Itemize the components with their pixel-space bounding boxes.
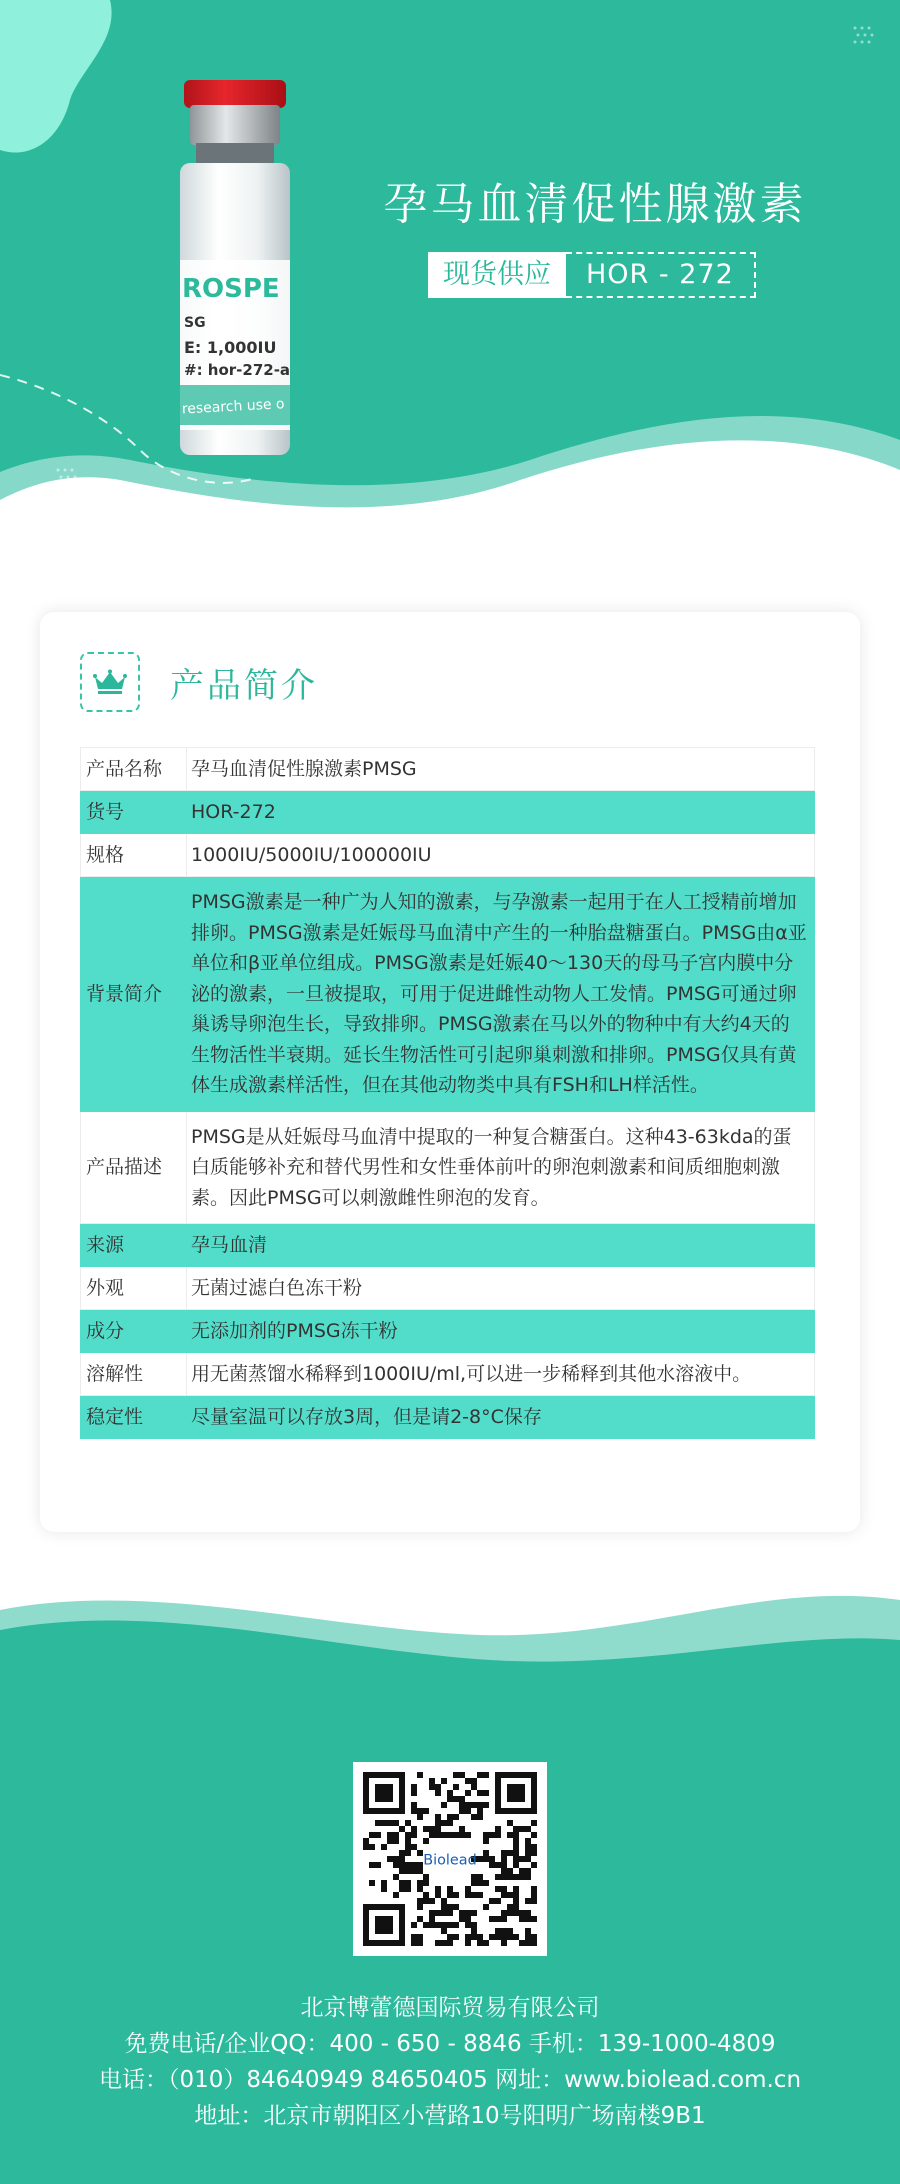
product-vial-image xyxy=(170,75,300,465)
table-row xyxy=(81,1310,815,1353)
in-stock-tag: 现货供应 xyxy=(428,252,566,298)
row-value: 无菌过滤白色冻干粉 xyxy=(187,1267,815,1310)
row-key: 产品描述 xyxy=(81,1111,187,1224)
crown-icon xyxy=(93,669,127,695)
vial-label-line4: research use o xyxy=(181,396,285,418)
tel-website-line: 电话：（010）84640949 84650405 网址：www.biolead.com.cn xyxy=(98,2067,802,2093)
row-value: 孕马血清促性腺激素PMSG xyxy=(187,748,815,791)
table-row xyxy=(81,1267,815,1310)
row-value: 1000IU/5000IU/100000IU xyxy=(187,834,815,877)
table-row xyxy=(81,1353,815,1396)
table-row xyxy=(81,834,815,877)
vial-brand-text: ROSPE xyxy=(182,274,280,304)
table-row xyxy=(81,877,815,1112)
row-key: 成分 xyxy=(81,1310,187,1353)
row-key: 来源 xyxy=(81,1224,187,1267)
table-row xyxy=(81,1111,815,1224)
row-key: 规格 xyxy=(81,834,187,877)
row-value: 孕马血清 xyxy=(187,1224,815,1267)
row-key: 背景简介 xyxy=(81,877,187,1112)
row-value: 尽量室温可以存放3周，但是请2-8°C保存 xyxy=(187,1396,815,1439)
product-code-tag: HOR - 272 xyxy=(566,252,756,298)
vial-label-line1: SG xyxy=(184,315,206,331)
vial-label-line3: #: hor-272-a xyxy=(184,361,291,379)
table-row xyxy=(81,791,815,834)
hero-tags xyxy=(428,252,756,298)
row-key: 稳定性 xyxy=(81,1396,187,1439)
product-info-table xyxy=(80,747,815,1439)
footer xyxy=(0,1580,900,2184)
row-value: PMSG激素是一种广为人知的激素，与孕激素一起用于在人工授精前增加排卵。PMSG激素是妊娠母马血清中产生的一种胎盘糖蛋白。PMSG由α亚单位和β亚单位组成。PMSG激素是妊娠40～130天的母马子宫内膜中分泌的激素，一旦被提取，可用于促进雌性动物人工发情。PMSG可通过卵巢诱导卵泡生长，导致排卵。PMSG激素在马以外的物种中有大约4天的生物活性半衰期。延长生物活性可引起卵巢刺激和排卵。PMSG仅具有黄体生成激素样活性，但在其他动物类中具有FSH和LH样活性。 xyxy=(187,877,815,1112)
hero-banner xyxy=(0,0,900,560)
product-info-card xyxy=(40,612,860,1532)
qr-code[interactable] xyxy=(353,1762,547,1956)
qr-logo-text: Biolead xyxy=(423,1852,477,1869)
row-value: 无添加剂的PMSG冻干粉 xyxy=(187,1310,815,1353)
product-title: 孕马血清促性腺激素 xyxy=(383,179,807,230)
row-value: HOR-272 xyxy=(187,791,815,834)
row-key: 溶解性 xyxy=(81,1353,187,1396)
row-key: 产品名称 xyxy=(81,748,187,791)
table-row xyxy=(81,1224,815,1267)
vial-label-line2: E: 1,000IU xyxy=(184,338,277,357)
row-key: 货号 xyxy=(81,791,187,834)
contact-info xyxy=(0,1990,900,2134)
row-value: 用无菌蒸馏水稀释到1000IU/ml,可以进一步稀释到其他水溶液中。 xyxy=(187,1353,815,1396)
crown-icon-box xyxy=(80,652,140,712)
table-row xyxy=(81,748,815,791)
row-value: PMSG是从妊娠母马血清中提取的一种复合糖蛋白。这种43-63kda的蛋白质能够补充和替代男性和女性垂体前叶的卵泡刺激素和间质细胞刺激素。因此PMSG可以刺激雌性卵泡的发育。 xyxy=(187,1111,815,1224)
section-header xyxy=(80,652,318,712)
row-key: 外观 xyxy=(81,1267,187,1310)
phone-line: 免费电话/企业QQ：400 - 650 - 8846 手机：139-1000-4809 xyxy=(124,2031,776,2057)
address-line: 地址：北京市朝阳区小营路10号阳明广场南楼9B1 xyxy=(194,2103,706,2129)
qr-code-image xyxy=(363,1772,537,1946)
table-row xyxy=(81,1396,815,1439)
company-name: 北京博蕾德国际贸易有限公司 xyxy=(300,1995,600,2021)
section-title: 产品简介 xyxy=(170,665,318,706)
